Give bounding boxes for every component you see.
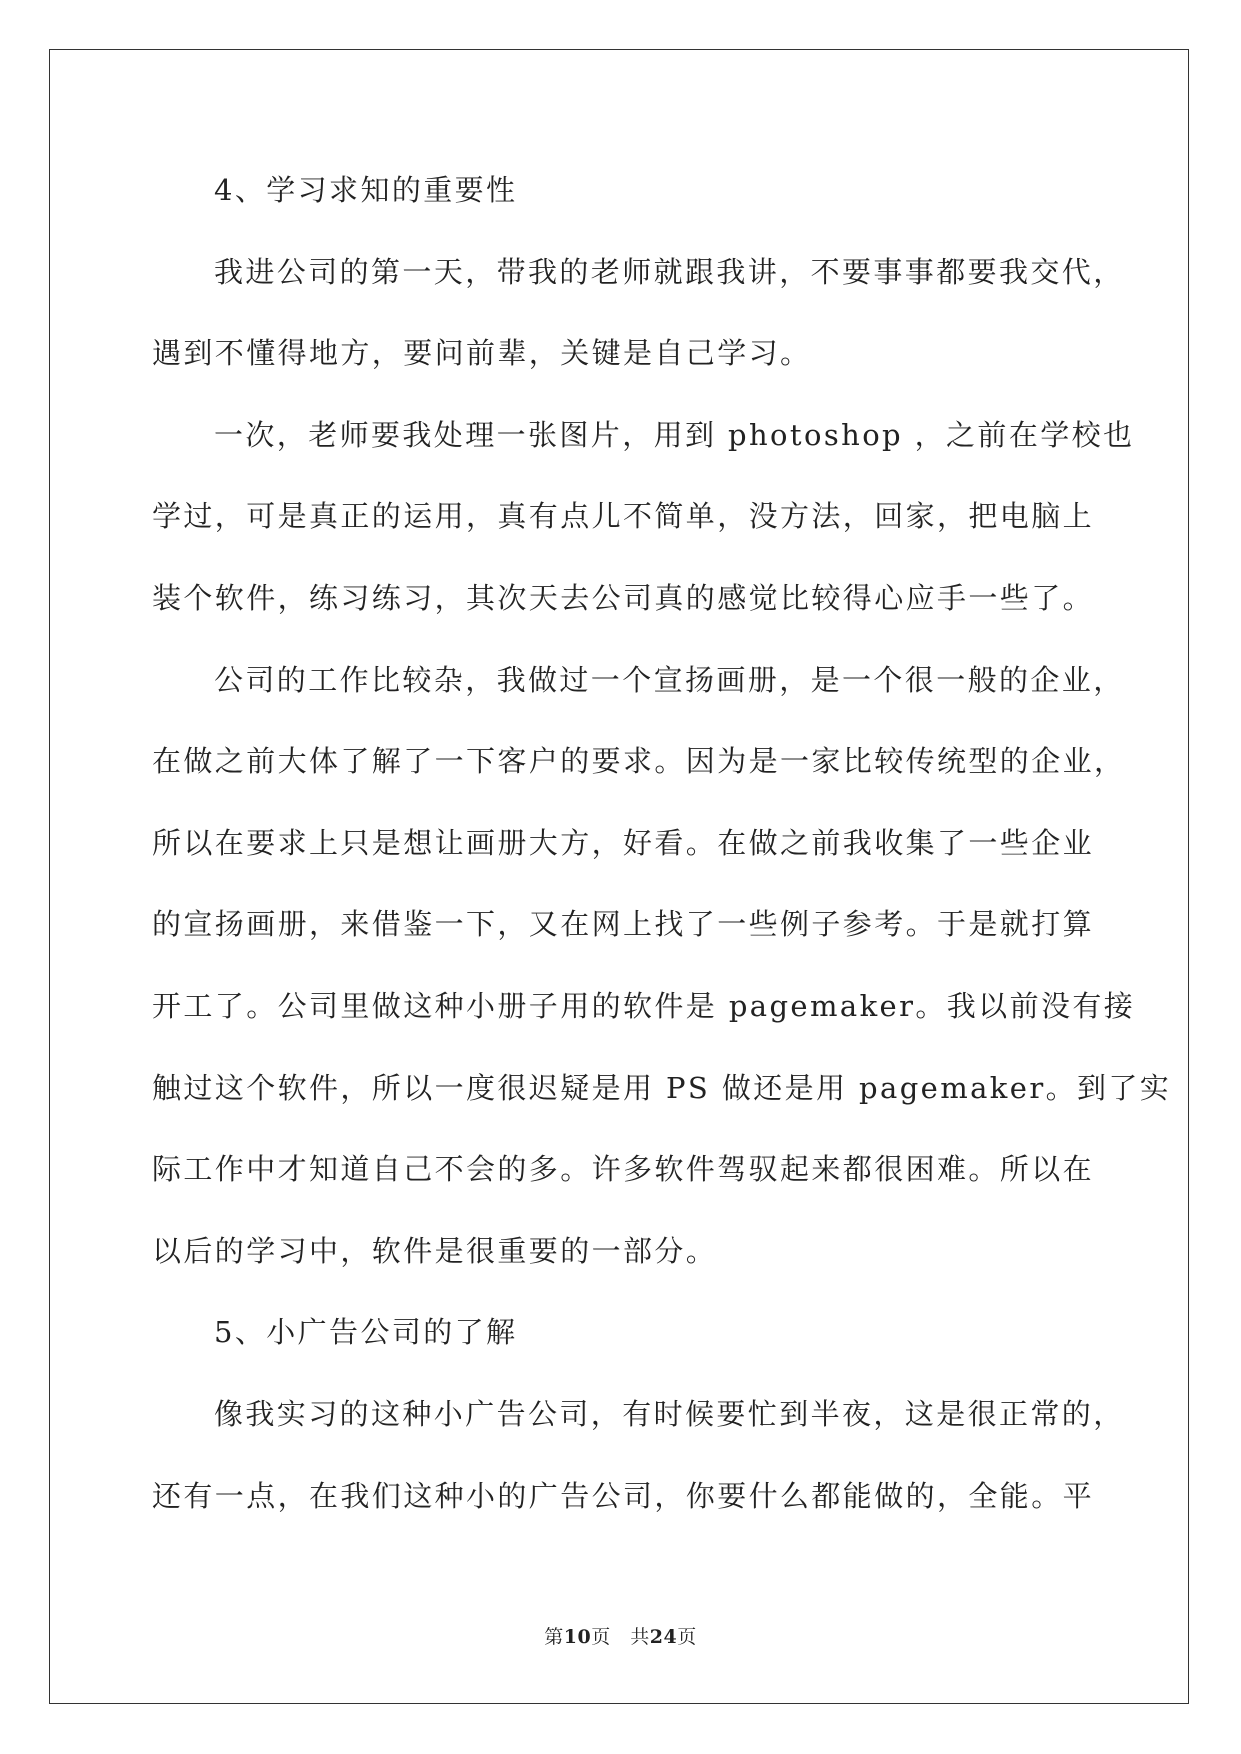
text-line: 遇到不懂得地方，要问前辈，关键是自己学习。 <box>152 336 812 371</box>
text-line: 像我实习的这种小广告公司，有时候要忙到半夜，这是很正常的， <box>214 1396 1125 1431</box>
document-body <box>152 166 1172 1553</box>
text-line: 开工了。公司里做这种小册子用的软件是 pagemaker。我以前没有接 <box>152 988 1136 1023</box>
text-line: 5、小广告公司的了解 <box>214 1315 518 1350</box>
text-line: 以后的学习中，软件是很重要的一部分。 <box>152 1233 718 1268</box>
text-line: 学过，可是真正的运用，真有点儿不简单，没方法，回家，把电脑上 <box>152 499 1095 534</box>
text-line: 所以在要求上只是想让画册大方，好看。在做之前我收集了一些企业 <box>152 825 1095 860</box>
page-footer <box>0 1622 1241 1649</box>
text-line: 触过这个软件，所以一度很迟疑是用 PS 做还是用 pagemaker。到了实 <box>152 1070 1172 1105</box>
footer-middle: 页 共 <box>591 1626 650 1648</box>
text-line: 我进公司的第一天，带我的老师就跟我讲，不要事事都要我交代， <box>214 254 1125 289</box>
footer-prefix: 第 <box>544 1626 564 1648</box>
text-line: 的宣扬画册，来借鉴一下，又在网上找了一些例子参考。于是就打算 <box>152 907 1095 942</box>
text-line: 装个软件，练习练习，其次天去公司真的感觉比较得心应手一些了。 <box>152 580 1095 615</box>
text-line: 际工作中才知道自己不会的多。许多软件驾驭起来都很困难。所以在 <box>152 1152 1095 1187</box>
text-line: 还有一点，在我们这种小的广告公司，你要什么都能做的，全能。平 <box>152 1478 1095 1513</box>
current-page-number: 10 <box>563 1626 592 1648</box>
text-line: 一次，老师要我处理一张图片，用到 photoshop ，之前在学校也 <box>214 417 1135 452</box>
total-pages-number: 24 <box>649 1626 678 1648</box>
text-line: 公司的工作比较杂，我做过一个宣扬画册，是一个很一般的企业， <box>214 662 1125 697</box>
text-line: 在做之前大体了解了一下客户的要求。因为是一家比较传统型的企业， <box>152 744 1126 779</box>
footer-suffix: 页 <box>677 1626 697 1648</box>
text-line: 4、学习求知的重要性 <box>214 173 518 207</box>
